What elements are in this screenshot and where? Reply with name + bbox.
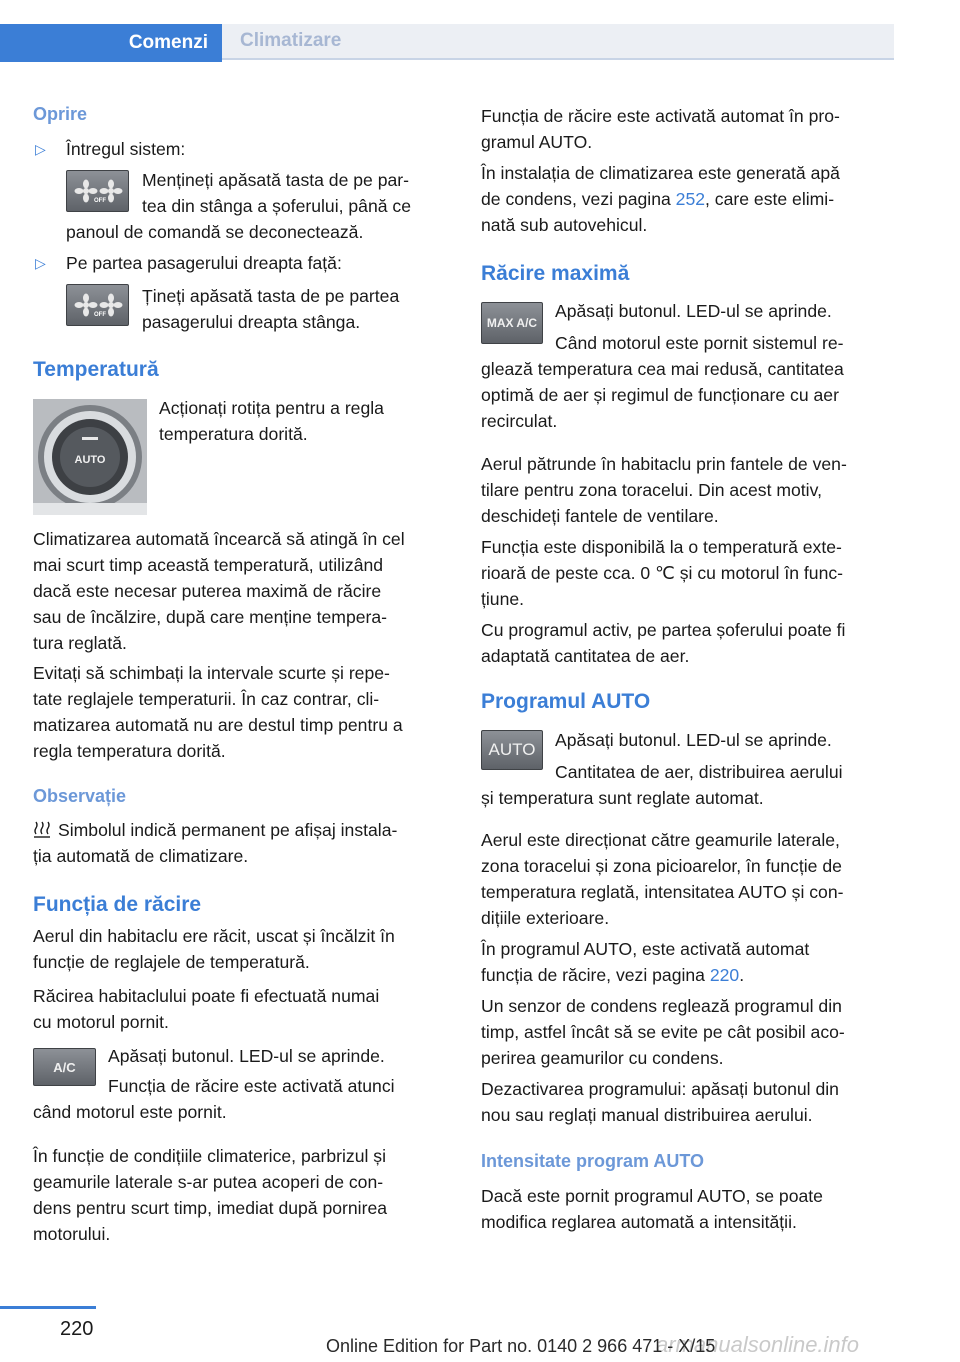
- ac-button-label: A/C: [53, 1059, 76, 1075]
- text-line: funcție de reglajele de temperatură.: [33, 952, 310, 972]
- ac-button: [33, 1048, 96, 1086]
- text-line: deschideți fantele de ventilare.: [481, 506, 719, 526]
- auto-button: [481, 730, 543, 770]
- tab-comenzi-label: Comenzi: [128, 32, 208, 53]
- fan-off-icon: [73, 179, 123, 203]
- text-line: tura reglată.: [33, 633, 127, 653]
- ac-text-3: când motorul este pornit.: [33, 1102, 227, 1122]
- max-text-1: Apăsați butonul. LED-ul se aprinde.: [555, 301, 832, 321]
- fan-off-icon: [73, 293, 123, 317]
- item1-text-1: Mențineți apăsată tasta de pe par‐: [142, 170, 410, 190]
- text-line: nată sub autovehicul.: [481, 215, 648, 235]
- auto-text-2: Cantitatea de aer, distribuirea aerului: [555, 762, 843, 782]
- text-line: Cu programul activ, pe partea șoferului poate fi: [481, 620, 846, 640]
- text-line: perirea geamurilor cu condens.: [481, 1048, 724, 1068]
- item2-text-2: pasagerului dreapta stânga.: [142, 312, 361, 332]
- climate-off-button-passenger: [66, 284, 129, 326]
- temperatura-heading: Temperatură: [33, 358, 159, 381]
- item1-text-3: panoul de comandă se deconectează.: [66, 222, 364, 242]
- text-line: În funcție de condițiile climaterice, parbrizul și: [33, 1146, 387, 1166]
- programul-auto-heading: Programul AUTO: [481, 690, 651, 713]
- oprire-heading: Oprire: [33, 104, 88, 124]
- text-line: motorului.: [33, 1224, 111, 1244]
- climate-off-button-driver: [66, 170, 129, 212]
- ac-text-2: Funcția de răcire este activată atunci: [108, 1076, 395, 1096]
- text-line: sau de încălzire, după care menține tempera‐: [33, 607, 388, 627]
- text-line: Aerul este direcționat către geamurile laterale,: [481, 830, 840, 850]
- text-fragment: funcția de răcire, vezi pagina: [481, 965, 710, 985]
- climate-auto-symbol-icon: [33, 820, 51, 838]
- max-text-2: Când motorul este pornit sistemul re‐: [555, 333, 844, 353]
- text-line: timp, astfel încât să se evite pe cât posibil aco‐: [481, 1022, 845, 1042]
- obs-text-2: ția automată de climatizare.: [33, 846, 249, 866]
- text-line: Evitați să schimbați la intervale scurte și repe‐: [33, 663, 390, 683]
- text-line: tilare pentru zona toracelui. Din acest motiv,: [481, 480, 822, 500]
- page-number: 220: [60, 1318, 94, 1340]
- tab-comenzi: [0, 24, 222, 62]
- text-line: modifica reglarea automată a intensității.: [481, 1212, 797, 1232]
- text-line: geamurile laterale s-ar putea acoperi de con‐: [33, 1172, 384, 1192]
- text-fragment: de condens, vezi pagina: [481, 189, 676, 209]
- max-ac-button: [481, 302, 543, 344]
- observatie-heading: Observație: [33, 786, 127, 806]
- functia-racire-heading: Funcția de răcire: [33, 893, 202, 916]
- item2-text-1: Țineți apăsată tasta de pe partea: [142, 286, 400, 306]
- text-line: rioară de peste cca. 0 ℃ și cu motorul în func‐: [481, 563, 844, 583]
- text-line: gramul AUTO.: [481, 132, 593, 152]
- text-line: În programul AUTO, este activată automat: [481, 939, 810, 959]
- page-link-252[interactable]: 252: [675, 189, 706, 209]
- text-line-with-link: [481, 187, 834, 211]
- text-line: Climatizarea automată încearcă să atingă în cel: [33, 529, 405, 549]
- bullet-triangle-icon: ▷: [35, 141, 46, 157]
- text-line: Funcția de răcire este activată automat în pro‐: [481, 106, 840, 126]
- text-fragment: , care este elimi‐: [705, 189, 835, 209]
- text-line: dițiile exterioare.: [481, 908, 610, 928]
- text-line: tate reglajele temperaturii. În caz contrar, cli‐: [33, 689, 380, 709]
- edition-info: Online Edition for Part no. 0140 2 966 471 - X/15: [326, 1336, 716, 1356]
- text-line: nou sau reglați manual distribuirea aerului.: [481, 1105, 813, 1125]
- temp-text-2: temperatura dorită.: [159, 424, 308, 444]
- item2-label: Pe partea pasagerului dreapta față:: [66, 253, 342, 273]
- intensitate-heading: Intensitate program AUTO: [481, 1151, 705, 1171]
- text-line: cu motorul pornit.: [33, 1012, 169, 1032]
- temp-text-1: Acționați rotița pentru a regla: [159, 398, 384, 418]
- text-line: dens pentru scurt timp, imediat după pornirea: [33, 1198, 388, 1218]
- text-line: recirculat.: [481, 411, 558, 431]
- knob-auto-label: AUTO: [74, 454, 106, 466]
- auto-button-label: AUTO: [488, 740, 536, 759]
- text-fragment: .: [739, 965, 745, 985]
- svg-text:OFF: OFF: [93, 198, 106, 203]
- text-line: temperatura reglată, intensitatea AUTO și con‐: [481, 882, 844, 902]
- text-line: dacă este necesar puterea maximă de răcire: [33, 581, 382, 601]
- text-line: optimă de aer și regimul de funcționare cu aer: [481, 385, 839, 405]
- text-line: Răcirea habitaclului poate fi efectuată numai: [33, 986, 380, 1006]
- auto-text-1: Apăsați butonul. LED-ul se aprinde.: [555, 730, 832, 750]
- obs-text-1: Simbolul indică permanent pe afișaj instala‐: [58, 820, 398, 840]
- ac-text-1: Apăsați butonul. LED-ul se aprinde.: [108, 1046, 385, 1066]
- text-line: Dezactivarea programului: apăsați butonul din: [481, 1079, 839, 1099]
- racire-maxima-heading: Răcire maximă: [481, 262, 630, 285]
- text-line: mai scurt timp această temperatură, utilizând: [33, 555, 384, 575]
- text-line: În instalația de climatizarea este generată apă: [481, 163, 840, 183]
- svg-text:OFF: OFF: [93, 312, 106, 317]
- text-line-with-link: [481, 963, 744, 987]
- text-line: Aerul din habitaclu ere răcit, uscat și încălzit în: [33, 926, 395, 946]
- text-line: zona toracelui și zona picioarelor, în funcție de: [481, 856, 842, 876]
- item1-text-2: tea din stânga a șoferului, până ce: [142, 196, 411, 216]
- footer-accent-line: [0, 1306, 96, 1309]
- tab-climatizare: [222, 24, 894, 60]
- text-line: Funcția este disponibilă la o temperatură exte‐: [481, 537, 842, 557]
- bullet-triangle-icon: ▷: [35, 255, 46, 271]
- auto-text-3: și temperatura sunt reglate automat.: [481, 788, 764, 808]
- text-line: țiune.: [481, 589, 525, 609]
- tab-climatizare-label: Climatizare: [240, 30, 342, 51]
- page-link-220[interactable]: 220: [709, 965, 740, 985]
- text-line: adaptată cantitatea de aer.: [481, 646, 690, 666]
- text-line: Dacă este pornit programul AUTO, se poate: [481, 1186, 823, 1206]
- watermark: armanualsonline.info: [656, 1332, 860, 1357]
- max-ac-button-label: MAX A/C: [486, 316, 538, 330]
- text-line: regla temperatura dorită.: [33, 741, 226, 761]
- text-line: Aerul pătrunde în habitaclu prin fantele de ven‐: [481, 454, 847, 474]
- item1-label: Întregul sistem:: [66, 139, 186, 159]
- text-line: Un senzor de condens reglează programul din: [481, 996, 842, 1016]
- text-line: matizarea automată nu are destul timp pentru a: [33, 715, 403, 735]
- text-line: glează temperatura cea mai redusă, cantitatea: [481, 359, 844, 379]
- temperature-knob-image: [33, 399, 147, 515]
